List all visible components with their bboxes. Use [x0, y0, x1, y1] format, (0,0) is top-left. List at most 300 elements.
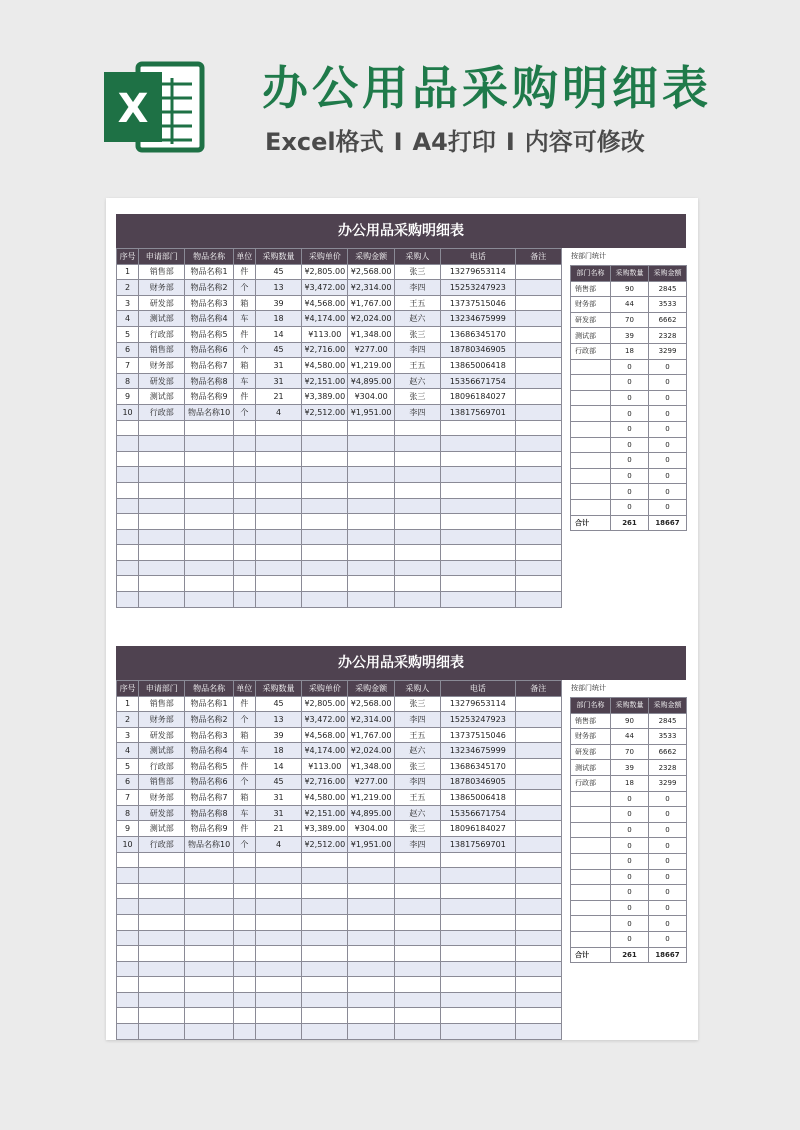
table-cell[interactable]: ¥2,568.00: [348, 264, 394, 280]
table-cell-empty[interactable]: [139, 436, 185, 452]
table-cell-empty[interactable]: [233, 592, 255, 608]
stats-cell[interactable]: 90: [611, 281, 649, 297]
table-cell-empty[interactable]: [515, 899, 561, 915]
table-cell[interactable]: 物品名称2: [185, 712, 233, 728]
stats-cell[interactable]: [571, 421, 611, 437]
table-cell[interactable]: 财务部: [139, 358, 185, 374]
table-cell-empty[interactable]: [139, 914, 185, 930]
table-cell[interactable]: 31: [255, 373, 301, 389]
stats-cell[interactable]: 行政部: [571, 775, 611, 791]
table-cell-empty[interactable]: [302, 592, 348, 608]
table-cell-empty[interactable]: [441, 868, 516, 884]
stats-total-cell[interactable]: 18667: [649, 515, 687, 531]
stats-cell[interactable]: 0: [611, 807, 649, 823]
table-cell-empty[interactable]: [255, 883, 301, 899]
table-cell-empty[interactable]: [441, 930, 516, 946]
table-cell-empty[interactable]: [185, 451, 233, 467]
table-cell[interactable]: 箱: [233, 727, 255, 743]
table-cell-empty[interactable]: [255, 529, 301, 545]
table-cell-empty[interactable]: [233, 930, 255, 946]
table-cell[interactable]: [515, 280, 561, 296]
table-cell-empty[interactable]: [302, 467, 348, 483]
stats-cell[interactable]: 0: [649, 791, 687, 807]
table-cell[interactable]: ¥4,895.00: [348, 805, 394, 821]
table-cell-empty[interactable]: [255, 992, 301, 1008]
table-cell-empty[interactable]: [139, 592, 185, 608]
table-cell[interactable]: ¥4,568.00: [302, 727, 348, 743]
table-cell-empty[interactable]: [117, 868, 139, 884]
table-cell[interactable]: 13737515046: [441, 295, 516, 311]
table-cell[interactable]: 物品名称6: [185, 342, 233, 358]
table-cell-empty[interactable]: [117, 914, 139, 930]
table-cell[interactable]: 测试部: [139, 821, 185, 837]
table-cell-empty[interactable]: [139, 852, 185, 868]
table-cell-empty[interactable]: [233, 868, 255, 884]
table-cell[interactable]: 行政部: [139, 404, 185, 420]
stats-cell[interactable]: [571, 869, 611, 885]
table-cell[interactable]: 销售部: [139, 342, 185, 358]
table-cell[interactable]: 赵六: [394, 373, 440, 389]
table-cell[interactable]: 李四: [394, 280, 440, 296]
table-cell[interactable]: ¥3,472.00: [302, 712, 348, 728]
stats-cell[interactable]: 财务部: [571, 297, 611, 313]
table-cell-empty[interactable]: [117, 420, 139, 436]
table-cell[interactable]: 21: [255, 389, 301, 405]
table-cell-empty[interactable]: [185, 930, 233, 946]
table-cell-empty[interactable]: [117, 992, 139, 1008]
table-cell-empty[interactable]: [394, 436, 440, 452]
table-cell[interactable]: 物品名称2: [185, 280, 233, 296]
stats-cell[interactable]: 0: [611, 791, 649, 807]
table-cell-empty[interactable]: [255, 961, 301, 977]
stats-cell[interactable]: [571, 791, 611, 807]
table-cell-empty[interactable]: [139, 961, 185, 977]
table-cell[interactable]: [515, 295, 561, 311]
table-cell[interactable]: ¥113.00: [302, 326, 348, 342]
table-cell[interactable]: 物品名称9: [185, 389, 233, 405]
table-cell[interactable]: 13865006418: [441, 790, 516, 806]
stats-cell[interactable]: 0: [649, 869, 687, 885]
table-cell-empty[interactable]: [515, 498, 561, 514]
table-cell[interactable]: 5: [117, 326, 139, 342]
table-cell-empty[interactable]: [233, 914, 255, 930]
table-cell[interactable]: 45: [255, 696, 301, 712]
table-cell-empty[interactable]: [348, 961, 394, 977]
table-cell[interactable]: 45: [255, 774, 301, 790]
stats-cell[interactable]: 3533: [649, 729, 687, 745]
table-cell[interactable]: ¥4,174.00: [302, 311, 348, 327]
table-cell[interactable]: ¥2,151.00: [302, 805, 348, 821]
table-cell[interactable]: 13817569701: [441, 836, 516, 852]
table-cell-empty[interactable]: [302, 545, 348, 561]
stats-cell[interactable]: 研发部: [571, 312, 611, 328]
stats-cell[interactable]: 0: [611, 359, 649, 375]
table-cell[interactable]: ¥2,314.00: [348, 712, 394, 728]
table-cell-empty[interactable]: [348, 883, 394, 899]
table-cell[interactable]: ¥4,174.00: [302, 743, 348, 759]
stats-cell[interactable]: 2328: [649, 760, 687, 776]
table-cell[interactable]: [515, 404, 561, 420]
table-cell-empty[interactable]: [233, 883, 255, 899]
table-cell-empty[interactable]: [515, 1008, 561, 1024]
table-cell[interactable]: 件: [233, 389, 255, 405]
table-cell-empty[interactable]: [233, 576, 255, 592]
table-cell[interactable]: [515, 326, 561, 342]
table-cell-empty[interactable]: [185, 946, 233, 962]
table-cell[interactable]: 测试部: [139, 389, 185, 405]
table-cell-empty[interactable]: [441, 545, 516, 561]
stats-cell[interactable]: [571, 390, 611, 406]
table-cell[interactable]: [515, 373, 561, 389]
table-cell[interactable]: ¥304.00: [348, 821, 394, 837]
table-cell-empty[interactable]: [515, 560, 561, 576]
table-cell[interactable]: 物品名称5: [185, 326, 233, 342]
stats-cell[interactable]: [571, 437, 611, 453]
table-cell[interactable]: 4: [117, 311, 139, 327]
table-cell-empty[interactable]: [515, 420, 561, 436]
table-cell-empty[interactable]: [255, 576, 301, 592]
stats-cell[interactable]: 3299: [649, 343, 687, 359]
table-cell-empty[interactable]: [185, 467, 233, 483]
table-cell[interactable]: 张三: [394, 326, 440, 342]
stats-cell[interactable]: 2845: [649, 281, 687, 297]
table-cell-empty[interactable]: [139, 883, 185, 899]
table-cell-empty[interactable]: [255, 560, 301, 576]
table-cell-empty[interactable]: [515, 883, 561, 899]
table-cell-empty[interactable]: [302, 914, 348, 930]
table-cell-empty[interactable]: [348, 899, 394, 915]
stats-cell[interactable]: 财务部: [571, 729, 611, 745]
table-cell[interactable]: 物品名称3: [185, 727, 233, 743]
table-cell-empty[interactable]: [348, 946, 394, 962]
table-cell[interactable]: 件: [233, 264, 255, 280]
table-cell-empty[interactable]: [515, 1024, 561, 1040]
stats-cell[interactable]: 70: [611, 744, 649, 760]
table-cell[interactable]: 张三: [394, 758, 440, 774]
table-cell-empty[interactable]: [302, 451, 348, 467]
table-cell[interactable]: 研发部: [139, 805, 185, 821]
table-cell-empty[interactable]: [348, 451, 394, 467]
table-cell[interactable]: [515, 358, 561, 374]
table-cell-empty[interactable]: [348, 868, 394, 884]
table-cell-empty[interactable]: [348, 467, 394, 483]
table-cell-empty[interactable]: [302, 883, 348, 899]
table-cell-empty[interactable]: [348, 420, 394, 436]
table-cell-empty[interactable]: [139, 482, 185, 498]
stats-cell[interactable]: 18: [611, 775, 649, 791]
table-cell-empty[interactable]: [233, 482, 255, 498]
stats-cell[interactable]: 0: [649, 421, 687, 437]
stats-cell[interactable]: [571, 375, 611, 391]
table-cell[interactable]: 4: [255, 404, 301, 420]
table-cell[interactable]: 张三: [394, 264, 440, 280]
table-cell-empty[interactable]: [515, 482, 561, 498]
table-cell[interactable]: 件: [233, 326, 255, 342]
table-cell[interactable]: 18780346905: [441, 342, 516, 358]
table-cell[interactable]: 14: [255, 758, 301, 774]
stats-cell[interactable]: 3533: [649, 297, 687, 313]
stats-cell[interactable]: 0: [649, 900, 687, 916]
stats-cell[interactable]: 0: [611, 853, 649, 869]
table-cell-empty[interactable]: [185, 883, 233, 899]
table-cell-empty[interactable]: [185, 436, 233, 452]
table-cell[interactable]: [515, 696, 561, 712]
table-cell-empty[interactable]: [139, 992, 185, 1008]
stats-cell[interactable]: [571, 822, 611, 838]
stats-cell[interactable]: 0: [611, 869, 649, 885]
table-cell-empty[interactable]: [441, 977, 516, 993]
stats-cell[interactable]: 0: [611, 468, 649, 484]
stats-cell[interactable]: 0: [649, 437, 687, 453]
stats-cell[interactable]: [571, 931, 611, 947]
table-cell-empty[interactable]: [394, 946, 440, 962]
table-cell[interactable]: 车: [233, 743, 255, 759]
table-cell-empty[interactable]: [515, 451, 561, 467]
table-cell-empty[interactable]: [117, 514, 139, 530]
table-cell-empty[interactable]: [394, 992, 440, 1008]
stats-cell[interactable]: 0: [611, 900, 649, 916]
table-cell-empty[interactable]: [255, 1024, 301, 1040]
table-cell-empty[interactable]: [394, 514, 440, 530]
table-cell[interactable]: 赵六: [394, 805, 440, 821]
stats-cell[interactable]: 0: [611, 822, 649, 838]
table-cell[interactable]: 物品名称5: [185, 758, 233, 774]
table-cell[interactable]: ¥1,951.00: [348, 836, 394, 852]
table-cell-empty[interactable]: [348, 1008, 394, 1024]
table-cell-empty[interactable]: [515, 852, 561, 868]
table-cell[interactable]: 销售部: [139, 774, 185, 790]
table-cell-empty[interactable]: [117, 467, 139, 483]
table-cell[interactable]: 21: [255, 821, 301, 837]
stats-cell[interactable]: [571, 468, 611, 484]
table-cell-empty[interactable]: [233, 420, 255, 436]
stats-cell[interactable]: 0: [649, 807, 687, 823]
table-cell-empty[interactable]: [185, 420, 233, 436]
stats-cell[interactable]: 测试部: [571, 760, 611, 776]
table-cell-empty[interactable]: [233, 899, 255, 915]
table-cell-empty[interactable]: [394, 1008, 440, 1024]
table-cell[interactable]: [515, 805, 561, 821]
stats-cell[interactable]: 0: [611, 838, 649, 854]
table-cell-empty[interactable]: [441, 514, 516, 530]
table-cell-empty[interactable]: [233, 1008, 255, 1024]
table-cell-empty[interactable]: [302, 868, 348, 884]
table-cell-empty[interactable]: [302, 899, 348, 915]
table-cell-empty[interactable]: [394, 883, 440, 899]
table-cell-empty[interactable]: [348, 514, 394, 530]
table-cell[interactable]: 物品名称10: [185, 836, 233, 852]
stats-cell[interactable]: [571, 916, 611, 932]
table-cell[interactable]: 行政部: [139, 836, 185, 852]
stats-cell[interactable]: [571, 484, 611, 500]
table-cell-empty[interactable]: [185, 560, 233, 576]
table-cell-empty[interactable]: [302, 977, 348, 993]
table-cell-empty[interactable]: [233, 451, 255, 467]
table-cell[interactable]: 物品名称6: [185, 774, 233, 790]
table-cell[interactable]: 31: [255, 358, 301, 374]
table-cell-empty[interactable]: [117, 930, 139, 946]
table-cell-empty[interactable]: [117, 961, 139, 977]
table-cell-empty[interactable]: [394, 451, 440, 467]
table-cell-empty[interactable]: [394, 467, 440, 483]
stats-cell[interactable]: 0: [649, 853, 687, 869]
table-cell[interactable]: 13234675999: [441, 311, 516, 327]
table-cell[interactable]: 6: [117, 342, 139, 358]
table-cell[interactable]: 13: [255, 280, 301, 296]
table-cell[interactable]: 13: [255, 712, 301, 728]
table-cell-empty[interactable]: [185, 482, 233, 498]
table-cell[interactable]: 18780346905: [441, 774, 516, 790]
table-cell-empty[interactable]: [302, 514, 348, 530]
table-cell-empty[interactable]: [302, 560, 348, 576]
table-cell-empty[interactable]: [139, 977, 185, 993]
table-cell-empty[interactable]: [233, 529, 255, 545]
table-cell-empty[interactable]: [117, 852, 139, 868]
table-cell[interactable]: 18096184027: [441, 821, 516, 837]
stats-cell[interactable]: 0: [649, 885, 687, 901]
table-cell-empty[interactable]: [185, 498, 233, 514]
table-cell[interactable]: 7: [117, 790, 139, 806]
table-cell[interactable]: 财务部: [139, 712, 185, 728]
table-cell[interactable]: 行政部: [139, 326, 185, 342]
table-cell[interactable]: [515, 790, 561, 806]
table-cell-empty[interactable]: [139, 529, 185, 545]
table-cell-empty[interactable]: [394, 1024, 440, 1040]
table-cell-empty[interactable]: [117, 560, 139, 576]
table-cell[interactable]: 物品名称7: [185, 790, 233, 806]
table-cell[interactable]: 王五: [394, 358, 440, 374]
table-cell[interactable]: 39: [255, 727, 301, 743]
table-cell-empty[interactable]: [394, 930, 440, 946]
table-cell[interactable]: 物品名称4: [185, 311, 233, 327]
table-cell[interactable]: 13865006418: [441, 358, 516, 374]
stats-cell[interactable]: 0: [611, 437, 649, 453]
table-cell-empty[interactable]: [441, 946, 516, 962]
table-cell-empty[interactable]: [117, 899, 139, 915]
table-cell[interactable]: 研发部: [139, 727, 185, 743]
table-cell[interactable]: ¥2,024.00: [348, 311, 394, 327]
table-cell-empty[interactable]: [394, 868, 440, 884]
table-cell[interactable]: ¥2,805.00: [302, 264, 348, 280]
table-cell[interactable]: 45: [255, 342, 301, 358]
table-cell-empty[interactable]: [117, 498, 139, 514]
table-cell-empty[interactable]: [117, 977, 139, 993]
stats-cell[interactable]: 0: [611, 421, 649, 437]
table-cell[interactable]: 物品名称9: [185, 821, 233, 837]
table-cell[interactable]: 2: [117, 280, 139, 296]
table-cell-empty[interactable]: [348, 498, 394, 514]
stats-cell[interactable]: 44: [611, 729, 649, 745]
table-cell-empty[interactable]: [139, 1008, 185, 1024]
table-cell-empty[interactable]: [185, 529, 233, 545]
table-cell-empty[interactable]: [515, 467, 561, 483]
table-cell[interactable]: [515, 264, 561, 280]
table-cell-empty[interactable]: [394, 498, 440, 514]
stats-cell[interactable]: 0: [611, 453, 649, 469]
table-cell[interactable]: 3: [117, 295, 139, 311]
table-cell-empty[interactable]: [117, 545, 139, 561]
table-cell-empty[interactable]: [185, 576, 233, 592]
table-cell[interactable]: ¥2,024.00: [348, 743, 394, 759]
table-cell-empty[interactable]: [515, 436, 561, 452]
stats-cell[interactable]: [571, 900, 611, 916]
table-cell-empty[interactable]: [185, 992, 233, 1008]
table-cell[interactable]: ¥2,716.00: [302, 774, 348, 790]
table-cell[interactable]: 个: [233, 836, 255, 852]
table-cell-empty[interactable]: [255, 592, 301, 608]
table-cell[interactable]: 15253247923: [441, 712, 516, 728]
stats-cell[interactable]: 0: [649, 916, 687, 932]
stats-cell[interactable]: [571, 359, 611, 375]
table-cell-empty[interactable]: [394, 977, 440, 993]
table-cell-empty[interactable]: [515, 992, 561, 1008]
stats-cell[interactable]: 0: [611, 885, 649, 901]
table-cell-empty[interactable]: [394, 914, 440, 930]
stats-cell[interactable]: [571, 807, 611, 823]
stats-cell[interactable]: [571, 406, 611, 422]
table-cell[interactable]: ¥1,348.00: [348, 758, 394, 774]
table-cell-empty[interactable]: [441, 883, 516, 899]
table-cell-empty[interactable]: [348, 560, 394, 576]
table-cell-empty[interactable]: [139, 498, 185, 514]
table-cell-empty[interactable]: [515, 592, 561, 608]
table-cell-empty[interactable]: [255, 467, 301, 483]
table-cell-empty[interactable]: [117, 451, 139, 467]
table-cell-empty[interactable]: [255, 436, 301, 452]
table-cell-empty[interactable]: [233, 1024, 255, 1040]
table-cell[interactable]: 研发部: [139, 373, 185, 389]
table-cell-empty[interactable]: [185, 914, 233, 930]
table-cell-empty[interactable]: [515, 914, 561, 930]
table-cell-empty[interactable]: [441, 420, 516, 436]
table-cell-empty[interactable]: [233, 946, 255, 962]
table-cell[interactable]: 物品名称3: [185, 295, 233, 311]
table-cell[interactable]: 行政部: [139, 758, 185, 774]
table-cell[interactable]: 财务部: [139, 790, 185, 806]
stats-cell[interactable]: 0: [611, 375, 649, 391]
table-cell-empty[interactable]: [302, 529, 348, 545]
stats-cell[interactable]: [571, 885, 611, 901]
table-cell[interactable]: 件: [233, 821, 255, 837]
stats-total-cell[interactable]: 261: [611, 947, 649, 963]
table-cell[interactable]: 18: [255, 311, 301, 327]
table-cell-empty[interactable]: [139, 1024, 185, 1040]
table-cell[interactable]: 物品名称1: [185, 696, 233, 712]
table-cell-empty[interactable]: [185, 1008, 233, 1024]
table-cell-empty[interactable]: [441, 592, 516, 608]
table-cell[interactable]: ¥277.00: [348, 342, 394, 358]
table-cell[interactable]: 王五: [394, 295, 440, 311]
table-cell[interactable]: 15356671754: [441, 373, 516, 389]
table-cell-empty[interactable]: [348, 914, 394, 930]
table-cell-empty[interactable]: [441, 560, 516, 576]
stats-cell[interactable]: 70: [611, 312, 649, 328]
table-cell[interactable]: ¥2,512.00: [302, 404, 348, 420]
table-cell[interactable]: 销售部: [139, 264, 185, 280]
table-cell[interactable]: 件: [233, 758, 255, 774]
table-cell[interactable]: 张三: [394, 821, 440, 837]
table-cell[interactable]: ¥4,580.00: [302, 790, 348, 806]
table-cell-empty[interactable]: [515, 545, 561, 561]
table-cell-empty[interactable]: [515, 930, 561, 946]
stats-total-cell[interactable]: 合计: [571, 947, 611, 963]
stats-cell[interactable]: 测试部: [571, 328, 611, 344]
stats-cell[interactable]: 0: [649, 931, 687, 947]
table-cell-empty[interactable]: [441, 961, 516, 977]
stats-cell[interactable]: 0: [611, 916, 649, 932]
table-cell-empty[interactable]: [441, 992, 516, 1008]
table-cell[interactable]: 物品名称10: [185, 404, 233, 420]
